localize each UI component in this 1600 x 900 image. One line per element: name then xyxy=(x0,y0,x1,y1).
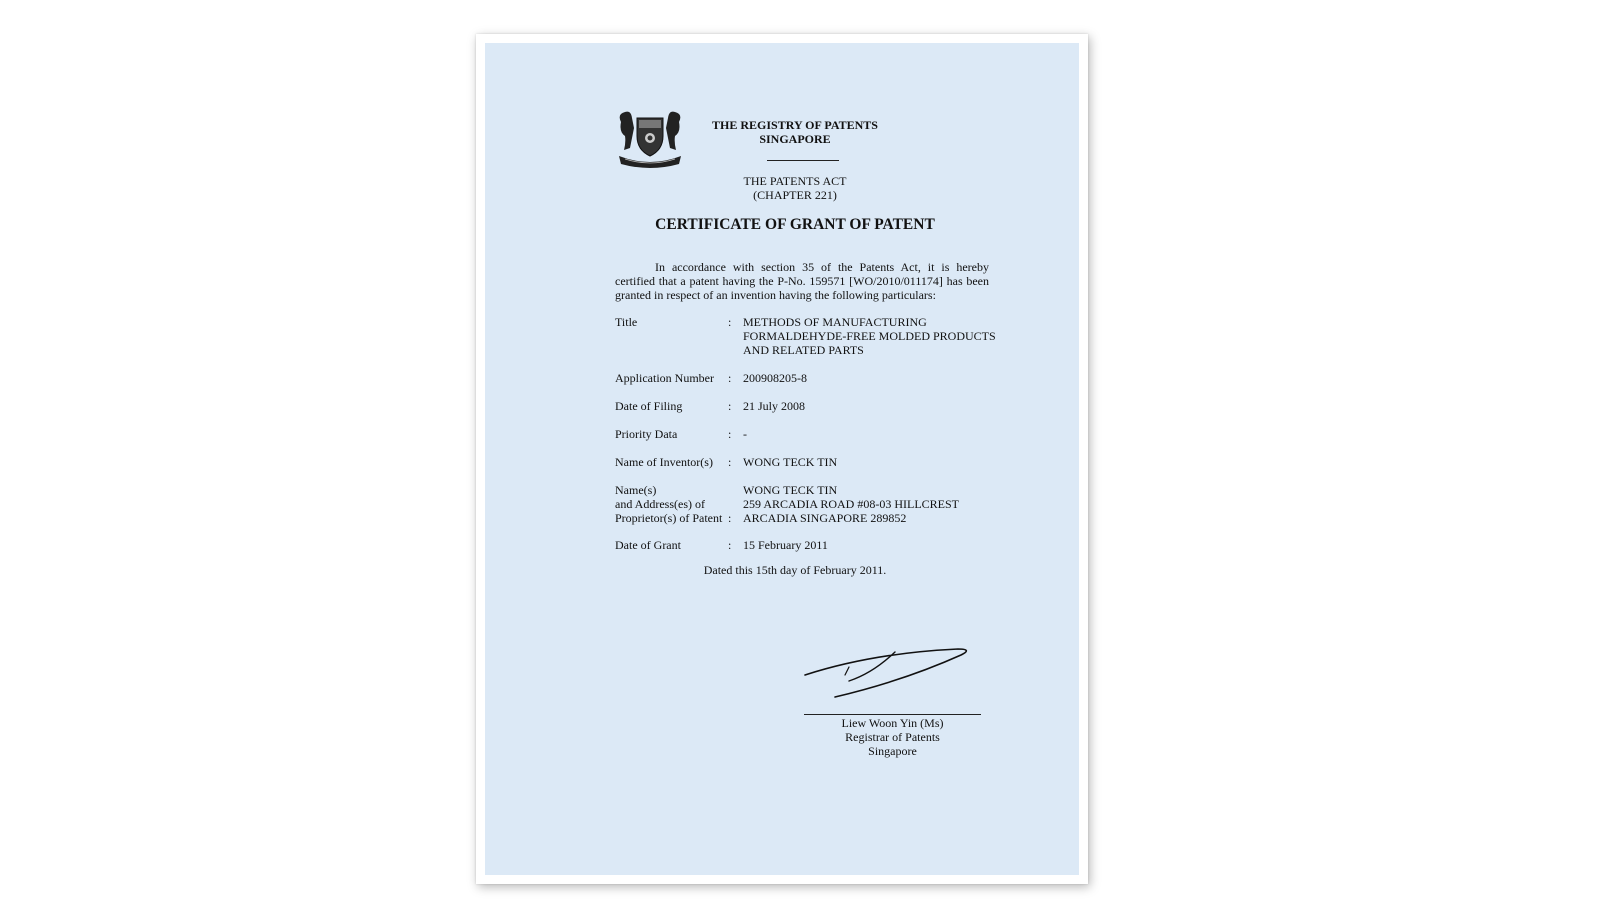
priority-data-label: Priority Data xyxy=(615,427,678,441)
signer-block xyxy=(804,716,981,758)
proprietor-label-line-2: and Address(es) of xyxy=(615,497,705,511)
proprietor-line-2: 259 ARCADIA ROAD #08-03 HILLCREST xyxy=(743,497,960,511)
date-of-filing-value: 21 July 2008 xyxy=(743,399,806,413)
dated-line: Dated this 15th day of February 2011. xyxy=(703,563,887,577)
signer-place: Singapore xyxy=(868,744,917,758)
proprietor-label xyxy=(615,483,722,525)
registry-line-2: SINGAPORE xyxy=(759,132,831,146)
certificate-paper xyxy=(485,43,1079,875)
title-line-1: METHODS OF MANUFACTURING xyxy=(743,315,927,329)
registry-heading xyxy=(685,118,905,146)
certificate-frame xyxy=(476,34,1088,884)
date-of-filing-label: Date of Filing xyxy=(615,399,683,413)
signer-role: Registrar of Patents xyxy=(845,730,940,744)
title-label: Title xyxy=(615,315,638,329)
date-of-grant-label: Date of Grant xyxy=(615,538,681,552)
intro-line-2: certified that a patent having the P-No. 159571 [WO/2010/011174] has been xyxy=(615,274,989,288)
intro-line-1: In accordance with section 35 of the Patents Act, it is hereby xyxy=(655,260,989,274)
inventor-value: WONG TECK TIN xyxy=(743,455,838,469)
proprietor-label-line-1: Name(s) xyxy=(615,483,657,497)
certificate-title: CERTIFICATE OF GRANT OF PATENT xyxy=(655,216,935,233)
title-line-3: AND RELATED PARTS xyxy=(743,343,864,357)
signature-line xyxy=(804,714,981,715)
act-line-2: (CHAPTER 221) xyxy=(753,188,837,202)
inventor-label: Name of Inventor(s) xyxy=(615,455,713,469)
intro-paragraph xyxy=(615,260,989,302)
registrar-signature xyxy=(803,643,983,713)
date-of-filing-colon: : xyxy=(728,399,732,413)
title-value xyxy=(743,315,996,357)
proprietor-line-1: WONG TECK TIN xyxy=(743,483,838,497)
application-number-value: 200908205-8 xyxy=(743,371,807,385)
intro-line-3: granted in respect of an invention having the following particulars: xyxy=(615,288,936,302)
proprietor-line-3: ARCADIA SINGAPORE 289852 xyxy=(743,511,907,525)
signer-name: Liew Woon Yin (Ms) xyxy=(841,716,944,730)
heading-divider xyxy=(767,160,839,161)
registry-line-1: THE REGISTRY OF PATENTS xyxy=(712,118,878,132)
title-colon: : xyxy=(728,315,732,329)
proprietor-value xyxy=(743,483,959,525)
date-of-grant-value: 15 February 2011 xyxy=(743,538,828,552)
proprietor-colon: : xyxy=(728,511,732,525)
act-line-1: THE PATENTS ACT xyxy=(743,174,847,188)
application-number-colon: : xyxy=(728,371,732,385)
priority-data-value: - xyxy=(743,427,747,441)
singapore-coat-of-arms-icon xyxy=(615,108,685,168)
proprietor-label-line-3: Proprietor(s) of Patent xyxy=(615,511,723,525)
application-number-label: Application Number xyxy=(615,371,714,385)
inventor-colon: : xyxy=(728,455,732,469)
title-line-2: FORMALDEHYDE-FREE MOLDED PRODUCTS xyxy=(743,329,996,343)
act-heading xyxy=(685,174,905,202)
date-of-grant-colon: : xyxy=(728,538,732,552)
priority-data-colon: : xyxy=(728,427,732,441)
